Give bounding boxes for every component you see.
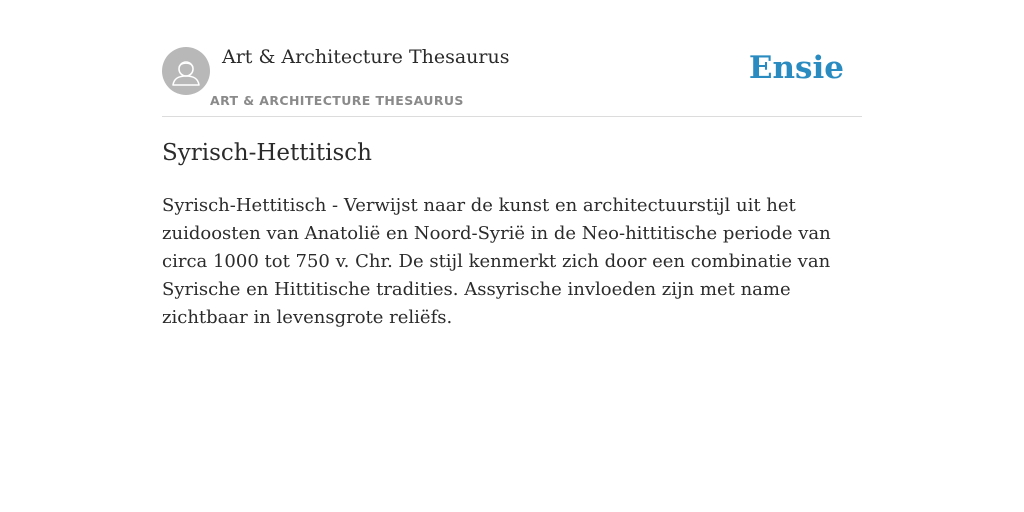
author-sub-label: ART & ARCHITECTURE THESAURUS — [210, 93, 464, 108]
brand-logo-link[interactable]: Ensie — [748, 50, 844, 86]
page-title: Syrisch-Hettitisch — [162, 140, 372, 166]
author-name-link[interactable]: Art & Architecture Thesaurus — [222, 46, 510, 68]
definition-text: Syrisch-Hettitisch - Verwijst naar de kunst en architectuurstijl uit het zuidoosten van Anatolië en Noord-Syrië in de Neo-hittitische periode van circa 1000 tot 750 v. Chr. De stijl kenmerkt zich door een combinatie van Syrische en Hittitische tradities. Assyrische invloeden zijn met name zichtbaar in levensgrote reliëfs. — [162, 195, 831, 328]
author-header — [162, 40, 862, 117]
user-icon — [162, 47, 210, 95]
avatar[interactable] — [162, 47, 210, 95]
